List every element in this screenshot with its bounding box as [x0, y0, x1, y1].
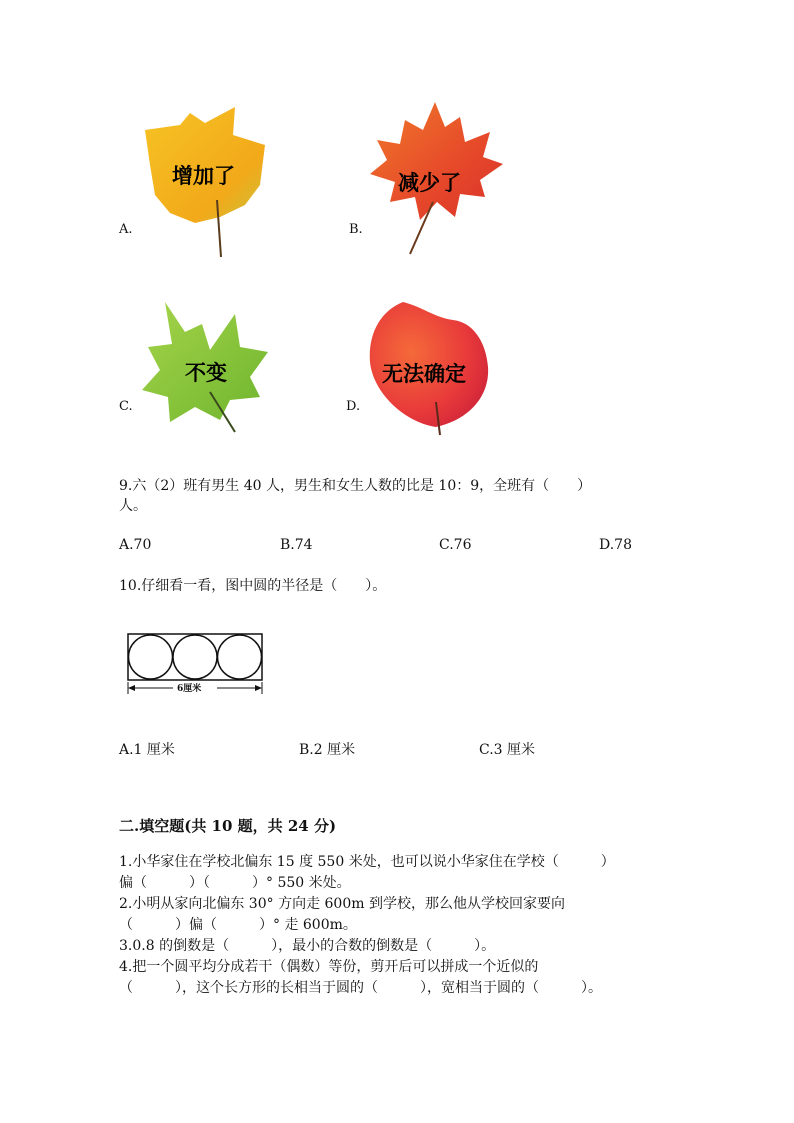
figure-circle-2: [173, 635, 217, 679]
option-d-letter: D.: [346, 399, 361, 414]
question-10-option-b[interactable]: B.2 厘米: [299, 742, 356, 758]
option-b-letter: B.: [349, 222, 363, 237]
fill-line-7: （ ），这个长方形的长相当于圆的（ ），宽相当于圆的（ ）。: [119, 980, 602, 996]
option-c-label: 不变: [185, 361, 227, 385]
option-c-leaf[interactable]: [140, 302, 270, 434]
option-a-leaf[interactable]: [135, 105, 270, 260]
option-a-letter: A.: [119, 222, 133, 237]
question-9-line-1: 9.六（2）班有男生 40 人，男生和女生人数的比是 10：9，全班有（ ）: [119, 478, 592, 494]
question-9-line-2: 人。: [119, 498, 147, 514]
question-9-option-a[interactable]: A.70: [119, 537, 152, 553]
dimension-arrow-right: [255, 685, 262, 691]
figure-circle-3: [218, 635, 262, 679]
fill-line-4: （ ）偏（ ）° 走 600m。: [119, 917, 357, 933]
option-d-label: 无法确定: [382, 362, 466, 386]
fill-line-5: 3.0.8 的倒数是（ ），最小的合数的倒数是（ ）。: [119, 938, 496, 954]
fill-line-6: 4.把一个圆平均分成若干（偶数）等份，剪开后可以拼成一个近似的: [119, 959, 539, 975]
question-9-option-b[interactable]: B.74: [280, 537, 313, 553]
fill-line-3: 2.小明从家向北偏东 30° 方向走 600m 到学校，那么他从学校回家要向: [119, 896, 565, 912]
question-10-text: 10.仔细看一看，图中圆的半径是（ ）。: [119, 578, 387, 594]
section-2-title: 二.填空题(共 10 题，共 24 分): [119, 817, 337, 835]
question-10-option-c[interactable]: C.3 厘米: [479, 742, 536, 758]
option-d-leaf[interactable]: [368, 302, 493, 437]
figure-dimension-label: 6厘米: [177, 684, 202, 694]
figure-circle-1: [129, 635, 173, 679]
circles-figure: [125, 632, 265, 698]
option-c-letter: C.: [119, 399, 133, 414]
fill-line-2: 偏（ ）（ ）° 550 米处。: [119, 875, 351, 891]
dimension-arrow-left: [128, 685, 135, 691]
option-b-label: 减少了: [398, 171, 461, 195]
question-10-option-a[interactable]: A.1 厘米: [119, 742, 175, 758]
fill-line-1: 1.小华家住在学校北偏东 15 度 550 米处，也可以说小华家住在学校（ ）: [119, 854, 615, 870]
question-9-option-d[interactable]: D.78: [599, 537, 632, 553]
option-a-label: 增加了: [172, 164, 235, 188]
question-9-option-c[interactable]: C.76: [439, 537, 472, 553]
option-b-leaf[interactable]: [365, 102, 505, 260]
figure-rectangle: [128, 634, 262, 680]
